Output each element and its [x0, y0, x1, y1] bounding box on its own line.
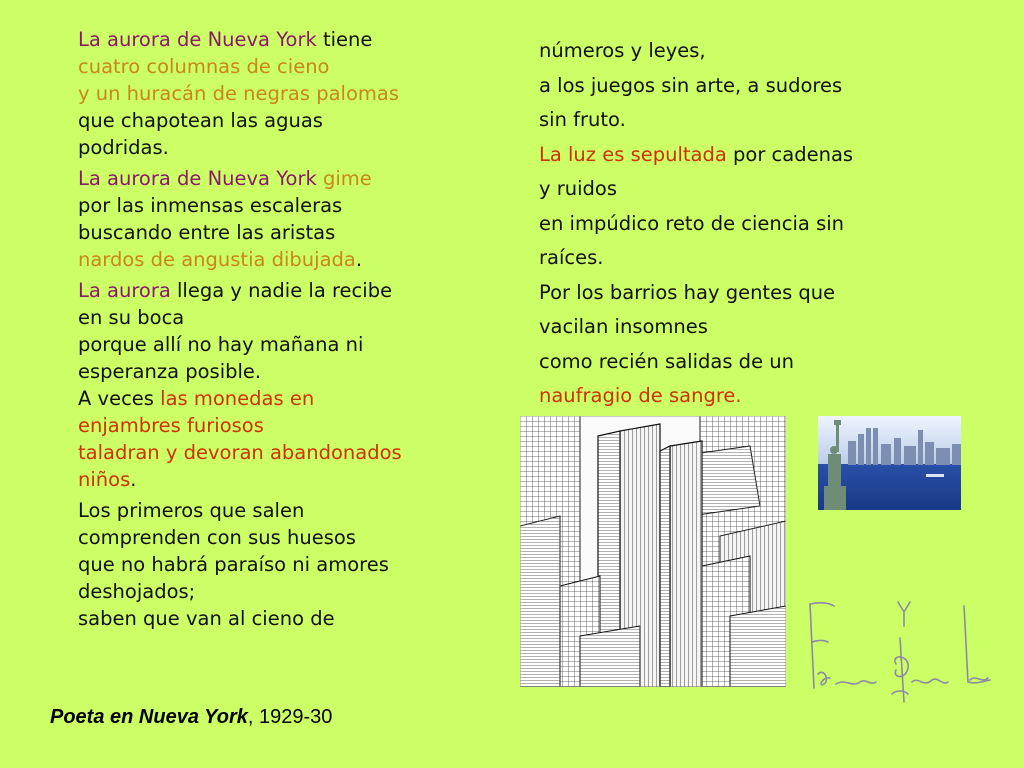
poem-line: cuatro columnas de cieno	[78, 55, 330, 78]
stanza-1	[78, 26, 488, 161]
highlight-text: niños	[78, 468, 131, 491]
poem-line	[78, 165, 488, 192]
skyscrapers-sketch-image	[520, 416, 786, 687]
poem-line: comprenden con sus huesos	[78, 526, 356, 549]
plain-text: tiene	[316, 28, 373, 51]
statue-of-liberty-drawing	[818, 416, 961, 510]
highlight-text: las monedas en	[160, 387, 315, 410]
poem-line: y un huracán de negras palomas	[78, 82, 399, 105]
poem-line	[539, 138, 939, 173]
poem-line: raíces.	[539, 246, 604, 269]
poem-line	[78, 466, 488, 493]
plain-text: por cadenas	[726, 142, 854, 166]
poem-line: vacilan insomnes	[539, 315, 708, 338]
stanza-4	[78, 497, 488, 632]
poem-line: porque allí no hay mañana ni	[78, 333, 364, 356]
poem-line: buscando entre las aristas	[78, 221, 336, 244]
poem-line: saben que van al cieno de	[78, 607, 335, 630]
plain-text: A veces	[78, 387, 161, 410]
poem-line	[78, 277, 488, 304]
poem-line: en su boca	[78, 306, 185, 329]
poem-line: sin fruto.	[539, 108, 626, 131]
plain-text: llega y nadie la recibe	[170, 279, 393, 302]
poem-line: taladran y devoran abandonados	[78, 441, 402, 464]
signature-image	[800, 598, 1000, 710]
poem-line: esperanza posible.	[78, 360, 262, 383]
plain-text: .	[130, 468, 137, 491]
poem-line: enjambres furiosos	[78, 414, 264, 437]
poem-line: en impúdico reto de ciencia sin	[539, 211, 845, 235]
signature-drawing	[800, 598, 1000, 710]
poem-line: por las inmensas escaleras	[78, 194, 343, 217]
poem-line: como recién salidas de un	[539, 349, 794, 373]
highlight-text: La aurora	[78, 279, 171, 302]
skyscrapers-sketch-drawing	[520, 416, 786, 687]
poem-line: que chapotean las aguas	[78, 109, 323, 132]
highlight-text: gime	[316, 167, 372, 190]
highlight-text: La aurora de Nueva York	[78, 167, 317, 190]
poem-line: números y leyes,	[539, 39, 706, 62]
highlight-text: nardos de angustia dibujada	[78, 248, 356, 271]
plain-text: .	[355, 248, 363, 271]
poem-right-column	[539, 34, 939, 414]
poem-line: que no habrá paraíso ni amores	[78, 553, 389, 576]
poem-line: podridas.	[78, 136, 169, 159]
poem-line: Por los barrios hay gentes que	[539, 280, 836, 304]
stanza-2	[78, 165, 488, 273]
poem-line: Los primeros que salen	[78, 499, 305, 522]
book-year: , 1929-30	[247, 706, 333, 728]
poem-line	[78, 385, 488, 412]
poem-line: naufragio de sangre.	[539, 384, 742, 407]
poem-line: y ruidos	[539, 177, 617, 200]
poem-line	[78, 246, 488, 273]
statue-of-liberty-photo	[818, 416, 961, 510]
poem-line	[78, 26, 488, 53]
book-caption	[50, 706, 332, 729]
book-title: Poeta en Nueva York	[50, 706, 248, 728]
poem-left-column	[78, 26, 488, 636]
highlight-text: La luz es sepultada	[539, 142, 727, 166]
poem-line: a los juegos sin arte, a sudores	[539, 73, 843, 97]
highlight-text: La aurora de Nueva York	[78, 28, 317, 51]
stanza-3	[78, 277, 488, 493]
poem-line: deshojados;	[78, 580, 196, 603]
